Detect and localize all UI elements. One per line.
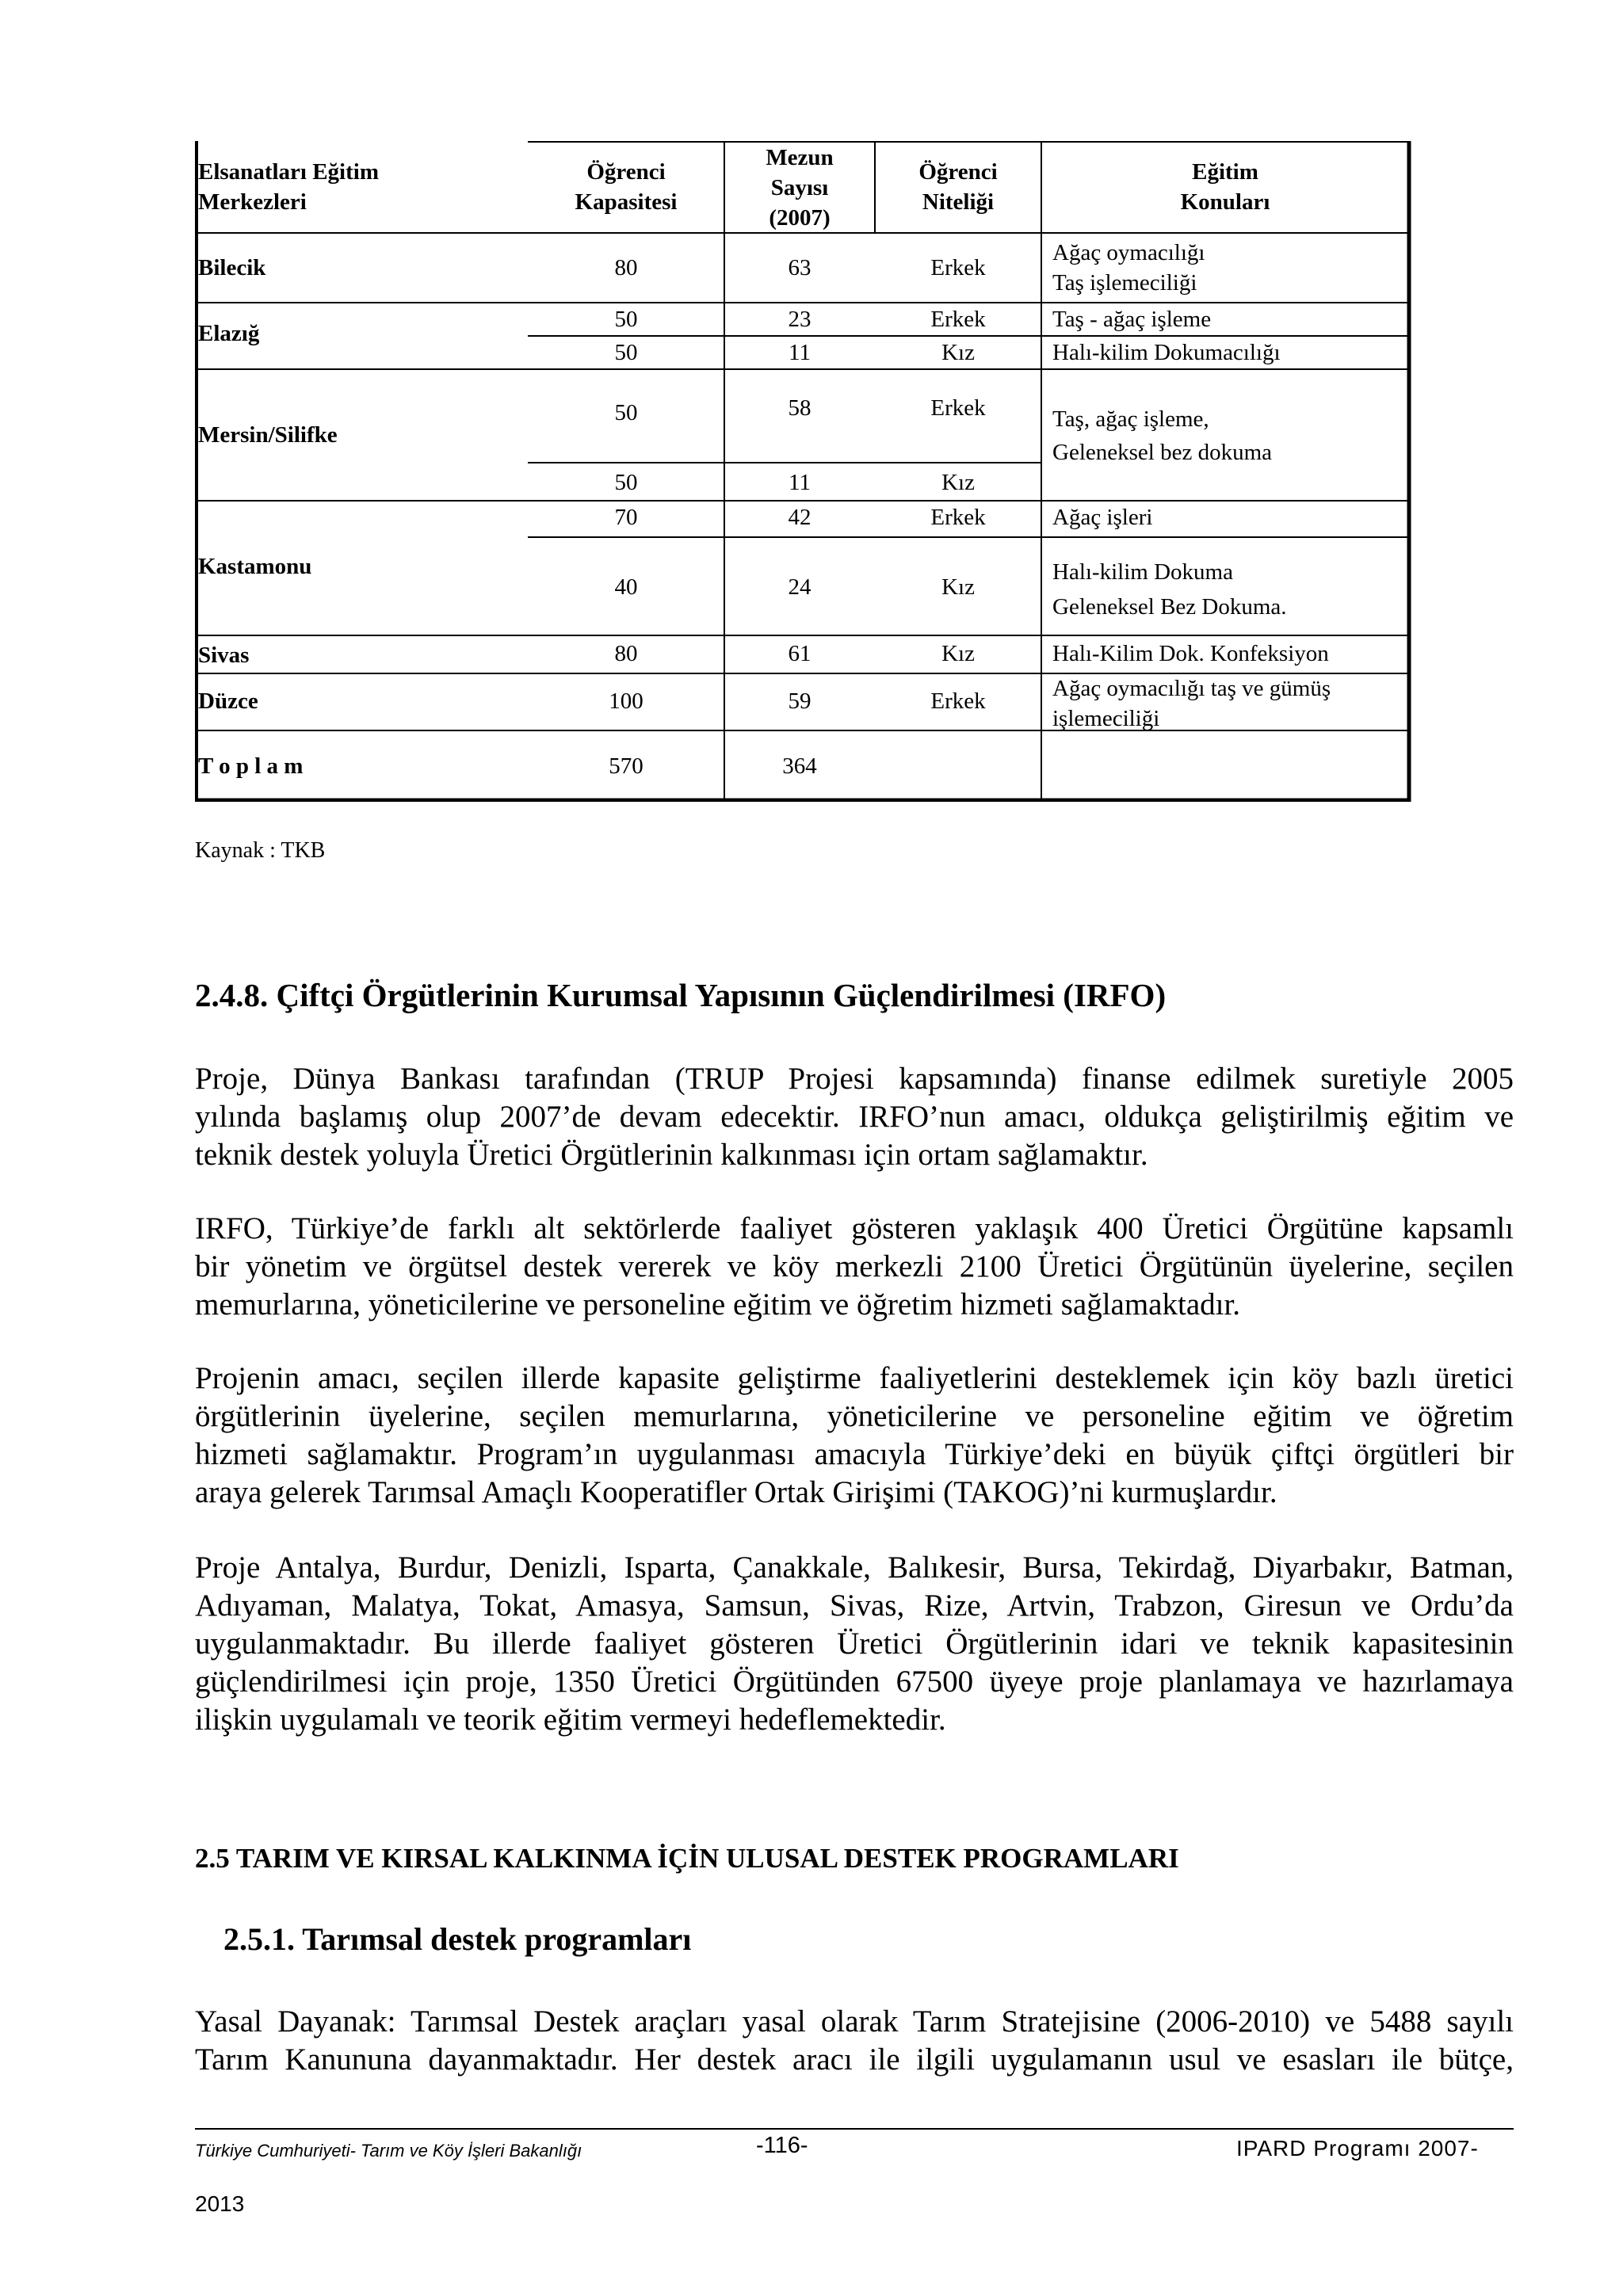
table-source: Kaynak : TKB <box>195 838 326 863</box>
topics-cell: Taş, ağaç işleme, Geleneksel bez dokuma <box>1052 406 1273 465</box>
gender-cell: Kız <box>941 574 975 600</box>
center-label: Elazığ <box>198 321 260 346</box>
graduates-cell: 23 <box>788 307 812 332</box>
paragraph: Yasal Dayanak: Tarımsal Destek araçları yasal olarak Tarım Stratejisine (2006-2010) ve 5488 sayılı Tarım Kanununa dayanmaktadır. Her destek aracı ile ilgili uygulamanın usul ve esasları ile bütçe, <box>195 2004 1514 2077</box>
footer-ministry: Türkiye Cumhuriyeti- Tarım ve Köy İşleri Bakanlığı <box>195 2141 582 2161</box>
center-label: Sivas <box>198 643 250 668</box>
gender-cell: Kız <box>941 470 975 495</box>
topics-cell: Ağaç oymacılığı Taş işlemeciliği <box>1052 240 1205 296</box>
graduates-cell: 11 <box>789 470 811 495</box>
paragraph: Projenin amacı, seçilen illerde kapasite geliştirme faaliyetlerini desteklemek için köy bazlı üretici örgütlerinin üyelerine, seçilen memurlarına, yöneticilerine ve personeline eğitim ve öğretim hizmeti sağlamaktır. Program’ın uygulanması amacıyla Türkiye’deki en büyük çiftçi örgütleri bir araya gelerek Tarımsal Amaçlı Kooperatifler Ortak Girişimi (TAKOG)’ni kurmuşlardır. <box>195 1361 1514 1509</box>
topics-cell: Ağaç işleri <box>1052 505 1153 530</box>
center-label: Bilecik <box>198 255 266 280</box>
section-heading-25: 2.5 TARIM VE KIRSAL KALKINMA İÇİN ULUSAL DESTEK PROGRAMLARI <box>195 1843 1179 1874</box>
capacity-cell: 40 <box>614 574 638 600</box>
center-label: Mersin/Silifke <box>198 422 338 448</box>
footer-page-number: -116- <box>756 2133 808 2158</box>
gender-cell: Erkek <box>930 505 986 530</box>
topics-cell: Halı-kilim Dokuma Geleneksel Bez Dokuma. <box>1052 559 1287 620</box>
topics-cell: Halı-Kilim Dok. Konfeksiyon <box>1052 641 1329 666</box>
topics-cell: Ağaç oymacılığı taş ve gümüş işlemeciliği <box>1052 676 1331 731</box>
graduates-cell: 24 <box>788 574 812 600</box>
total-capacity: 570 <box>609 753 643 779</box>
gender-cell: Kız <box>941 641 975 666</box>
graduates-cell: 42 <box>788 505 812 530</box>
paragraph: Proje, Dünya Bankası tarafından (TRUP Projesi kapsamında) finanse edilmek suretiyle 2005 yılında başlamış olup 2007’de devam edecektir. IRFO’nun amacı, oldukça geliştirilmiş eğitim ve teknik destek yoluyla Üretici Örgütlerinin kalkınması için ortam sağlamaktır. <box>195 1062 1514 1172</box>
capacity-cell: 100 <box>609 688 643 714</box>
capacity-cell: 50 <box>614 340 638 365</box>
header-capacity: Öğrenci Kapasitesi <box>575 159 678 215</box>
section-heading-248: 2.4.8. Çiftçi Örgütlerinin Kurumsal Yapısının Güçlendirilmesi (IRFO) <box>195 977 1167 1013</box>
graduates-cell: 59 <box>788 688 812 714</box>
footer-rule <box>195 2128 1514 2130</box>
capacity-cell: 70 <box>614 505 638 530</box>
total-graduates: 364 <box>782 753 817 779</box>
section-heading-251: 2.5.1. Tarımsal destek programları <box>223 1921 692 1957</box>
graduates-cell: 63 <box>788 255 812 280</box>
topics-cell: Taş - ağaç işleme <box>1052 307 1212 332</box>
topics-cell: Halı-kilim Dokumacılığı <box>1052 340 1281 365</box>
center-label: Kastamonu <box>198 554 312 579</box>
header-gender: Öğrenci Niteliği <box>918 159 998 215</box>
capacity-cell: 50 <box>614 470 638 495</box>
paragraph: IRFO, Türkiye’de farklı alt sektörlerde faaliyet gösteren yaklaşık 400 Üretici Örgütüne kapsamlı bir yönetim ve örgütsel destek vererek ve köy merkezli 2100 Üretici Örgütünün üyelerine, seçilen memurlarına, yöneticilerine ve personeline eğitim ve öğretim hizmeti sağlamaktadır. <box>195 1211 1514 1322</box>
gender-cell: Erkek <box>930 688 986 714</box>
graduates-cell: 11 <box>789 340 811 365</box>
footer-program: IPARD Programı 2007- <box>1236 2136 1479 2161</box>
gender-cell: Kız <box>941 340 975 365</box>
header-topics: Eğitim Konuları <box>1180 159 1270 215</box>
graduates-cell: 58 <box>788 395 812 421</box>
total-label: T o p l a m <box>198 753 304 779</box>
capacity-cell: 50 <box>614 400 638 425</box>
elsanatlari-table <box>195 141 1414 802</box>
capacity-cell: 80 <box>614 255 638 280</box>
gender-cell: Erkek <box>930 255 986 280</box>
graduates-cell: 61 <box>788 641 812 666</box>
header-graduates: Mezun Sayısı (2007) <box>766 145 834 231</box>
capacity-cell: 80 <box>614 641 638 666</box>
header-centers: Elsanatları Eğitim Merkezleri <box>198 159 379 215</box>
gender-cell: Erkek <box>930 395 986 421</box>
gender-cell: Erkek <box>930 307 986 332</box>
paragraph: Proje Antalya, Burdur, Denizli, Isparta, Çanakkale, Balıkesir, Bursa, Tekirdağ, Diyarbakır, Batman, Adıyaman, Malatya, Tokat, Amasya, Samsun, Sivas, Rize, Artvin, Trabzon, Giresun ve Ordu’da uygulanmaktadır. Bu illerde faaliyet gösteren Üretici Örgütlerinin idari ve teknik kapasitesinin güçlendirilmesi için proje, 1350 Üretici Örgütünden 67500 üyeye proje planlamaya ve hazırlamaya ilişkin uygulamalı ve teorik eğitim vermeyi hedeflemektedir. <box>195 1550 1514 1737</box>
capacity-cell: 50 <box>614 307 638 332</box>
center-label: Düzce <box>198 688 258 714</box>
footer-year: 2013 <box>195 2191 245 2216</box>
